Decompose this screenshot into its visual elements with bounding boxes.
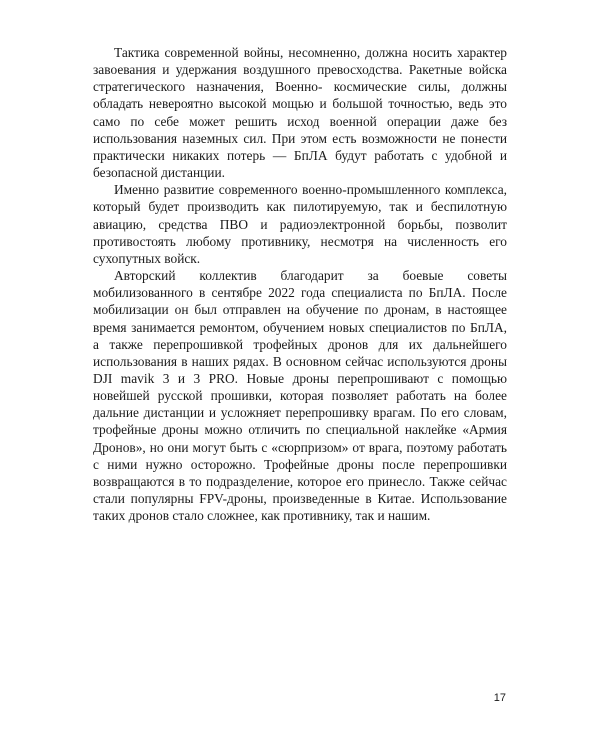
- paragraph-2: Именно развитие современного военно-промышленного комплекса, который будет производить как пилотируемую, так и беспилотную авиацию, средства ПВО и радиоэлектронной борьбы, позволит противостоять любому противнику, несмотря на численность его сухопутных войск.: [93, 182, 507, 266]
- page-number: 17: [493, 692, 506, 704]
- body-text: [93, 44, 507, 524]
- paragraph-1: Тактика современной войны, несомненно, должна носить характер завоевания и удержания воздушного превосходства. Ракетные войска стратегического назначения, Военно- космические силы, должны обладать невероятно высокой мощью и большой точностью, ведь это само по себе может решить исход военной операции даже без использования наземных сил. При этом есть возможности не понести практически никаких потерь — БпЛА будут работать с удобной и безопасной дистанции.: [93, 45, 507, 181]
- paragraph-3: Авторский коллектив благодарит за боевые советы мобилизованного в сентябре 2022 года специалиста по БпЛА. После мобилизации он был отправлен на обучение по дронам, в настоящее время занимается ремонтом, обучением новых специалистов по БпЛА, а также перепрошивкой трофейных дронов для их дальнейшего использования в наших рядах. В основном сейчас используются дроны DJI mavik 3 и 3 PRO. Новые дроны перепрошивают с помощью новейшей русской прошивки, которая позволяет работать на более дальние дистанции и усложняет перепрошивку врагам. По его словам, трофейные дроны можно отличить по специальной наклейке «Армия Дронов», но они могут быть с «сюрпризом» от врага, поэтому работать с ними нужно осторожно. Трофейные дроны после перепрошивки возвращаются в то подразделение, которое его принесло. Также сейчас стали популярны FPV-дроны, произведенные в Китае. Использование таких дронов стало сложнее, как противнику, так и нашим.: [93, 268, 507, 524]
